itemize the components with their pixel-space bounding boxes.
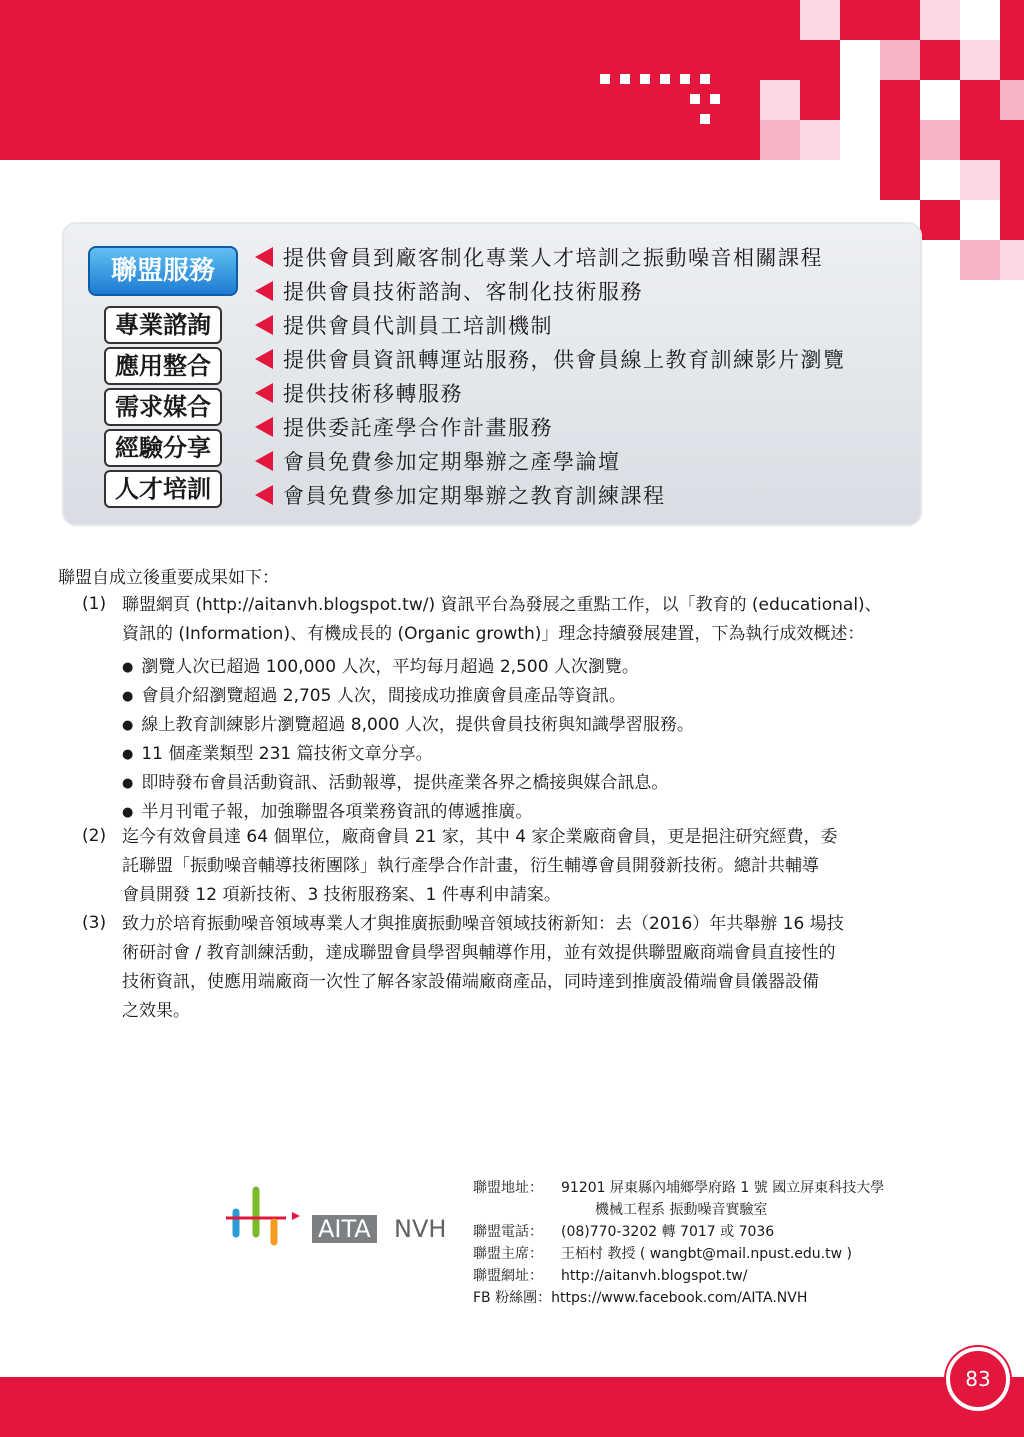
phone-value: (08)770-3202 轉 7017 或 7036 — [561, 1224, 775, 1240]
web-link[interactable]: http://aitanvh.blogspot.tw/ — [561, 1268, 748, 1284]
tag-alliance-service: 聯盟服務 — [88, 246, 238, 296]
fb-label: FB 粉絲團： — [473, 1290, 552, 1306]
tag-integration: 應用整合 — [104, 347, 222, 385]
service-item: 提供會員資訊轉運站服務，供會員線上教育訓練影片瀏覽 — [255, 344, 846, 374]
triangle-bullet-icon — [255, 383, 273, 403]
item-number: (2) — [82, 826, 107, 846]
chair-value: 王栢村 教授 ( wangbt@mail.npust.edu.tw ) — [561, 1246, 852, 1262]
tag-sharing: 經驗分享 — [104, 429, 222, 467]
triangle-bullet-icon — [255, 485, 273, 505]
triangle-bullet-icon — [255, 281, 273, 301]
list-item: ● 半月刊電子報，加強聯盟各項業務資訊的傳遞推廣。 — [122, 797, 532, 822]
logo-nvh-text: NVH — [394, 1215, 447, 1243]
service-item: 提供委託產學合作計畫服務 — [255, 412, 553, 442]
phone-label: 聯盟電話： — [473, 1224, 543, 1240]
tag-training: 人才培訓 — [104, 470, 222, 508]
logo-mark-icon — [222, 1182, 312, 1252]
service-item: 提供會員代訓員工培訓機制 — [255, 310, 553, 340]
address-label: 聯盟地址： — [473, 1180, 543, 1196]
list-item: ● 線上教育訓練影片瀏覽超過 8,000 人次，提供會員技術與知識學習服務。 — [122, 710, 694, 735]
chair-label: 聯盟主席： — [473, 1246, 543, 1262]
intro-paragraph: 聯盟自成立後重要成果如下： — [58, 568, 279, 588]
list-item: ● 11 個產業類型 231 篇技術文章分享。 — [122, 739, 433, 764]
item-number: (1) — [82, 594, 107, 614]
item3-text: 致力於培育振動噪音領域專業人才與推廣振動噪音領域技術新知：去（2016）年共舉辦 16 場技 術研討會 / 教育訓練活動，達成聯盟會員學習與輔導作用，並有效提供聯盟廠商端會員直接性的 技術資訊，使應用端廠商一次性了解各家設備端廠商產品，同時達到推廣設備端會員儀器設備 之效果。 — [122, 914, 844, 1021]
item2-text: 迄今有效會員達 64 個單位，廠商會員 21 家，其中 4 家企業廠商會員，更是挹注研究經費，委 託聯盟「振動噪音輔導技術團隊」執行產學合作計畫，衍生輔導會員開發新技術。總計共輔導 會員開發 12 項新技術、3 技術服務案、1 件專利申請案。 — [122, 827, 838, 905]
logo-aita-text: AITA — [312, 1215, 377, 1243]
service-item: 會員免費參加定期舉辦之產學論壇 — [255, 446, 621, 476]
address-line2: 機械工程系 振動噪音實驗室 — [595, 1202, 768, 1218]
triangle-bullet-icon — [255, 451, 273, 471]
service-item: 提供會員到廠客制化專業人才培訓之振動噪音相關課程 — [255, 242, 823, 272]
contact-info — [473, 1177, 884, 1309]
tag-matching: 需求媒合 — [104, 388, 222, 426]
fb-link[interactable]: https://www.facebook.com/AITA.NVH — [551, 1290, 808, 1306]
list-item: ● 會員介紹瀏覽超過 2,705 人次，間接成功推廣會員產品等資訊。 — [122, 681, 626, 706]
service-item: 提供會員技術諮詢、客制化技術服務 — [255, 276, 643, 306]
list-item: ● 即時發布會員活動資訊、活動報導，提供產業各界之橋接與媒合訊息。 — [122, 768, 668, 793]
service-panel — [62, 222, 922, 526]
list-item: ● 瀏覽人次已超過 100,000 人次，平均每月超過 2,500 人次瀏覽。 — [122, 652, 639, 677]
web-label: 聯盟網址： — [473, 1268, 543, 1284]
service-item: 提供技術移轉服務 — [255, 378, 463, 408]
service-item: 會員免費參加定期舉辦之教育訓練課程 — [255, 480, 666, 510]
page-number: 83 — [946, 1347, 1010, 1411]
tag-consulting: 專業諮詢 — [104, 306, 222, 344]
footer-band — [0, 1377, 1024, 1437]
address-line1: 91201 屏東縣內埔鄉學府路 1 號 國立屏東科技大學 — [561, 1180, 885, 1196]
item-number: (3) — [82, 913, 107, 933]
triangle-bullet-icon — [255, 315, 273, 335]
item1-text: 聯盟網頁 (http://aitanvh.blogspot.tw/) 資訊平台為發展之重點工作，以「教育的 (educational)、 資訊的 (Information)、有機成長的 (Organic growth)」理念持續發展建置，下為執行成效概述： — [122, 595, 882, 644]
aita-nvh-logo — [222, 1182, 446, 1252]
triangle-bullet-icon — [255, 417, 273, 437]
triangle-bullet-icon — [255, 247, 273, 267]
triangle-bullet-icon — [255, 349, 273, 369]
